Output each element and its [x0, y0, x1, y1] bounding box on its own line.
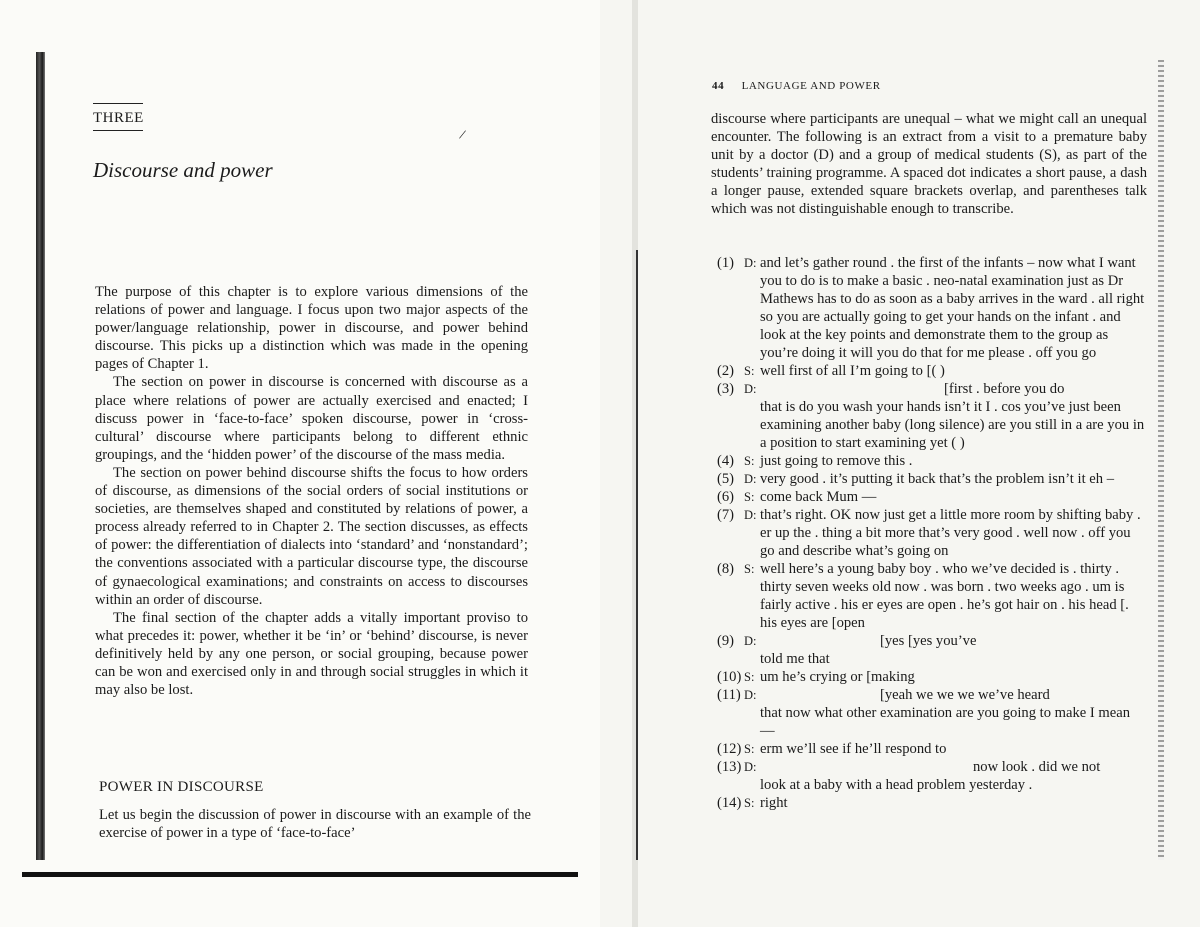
turn-number: (9): [717, 633, 735, 649]
turn-number: (14): [717, 795, 742, 811]
turn-number: (4): [717, 453, 735, 469]
speaker: S:: [744, 742, 755, 756]
transcript-line: [717, 560, 1147, 632]
utterance: right: [760, 795, 788, 811]
utterance: just going to remove this .: [760, 453, 913, 469]
paragraph: The purpose of this chapter is to explore various dimensions of the relations of power and language. I focus upon two major aspects of the power/language relationship, power in discourse, and power behind discourse. This picks up a distinction which was made in the opening pages of Chapter 1.: [95, 284, 528, 373]
speaker: S:: [744, 796, 755, 810]
turn-number: [717, 776, 744, 794]
transcript-line: [717, 362, 1147, 380]
page-number: 44: [712, 80, 725, 92]
transcript-line: [717, 398, 1147, 452]
speaker: [744, 398, 760, 452]
turn-number: (8): [717, 561, 735, 577]
speaker: S:: [744, 562, 755, 576]
utterance: [first . before you do: [944, 381, 1065, 397]
transcript-line: [717, 254, 1147, 362]
turn-number: (3): [717, 381, 735, 397]
paragraph: The section on power behind discourse shifts the focus to how orders of discourse, as dimensions of the social orders of social institutions or societies, are themselves shaped and constituted by relations of power, a process already referred to in Chapter 2. The section discusses, as effects of power: the differentiation of dialects into ‘standard’ and ‘nonstandard’; the conventions associated with a particular discourse type, the discourse of gynaecological examinations; and constraints on access to discourses within an order of discourse.: [95, 464, 528, 608]
paragraph: The section on power in discourse is concerned with discourse as a place where relations of power are actually exercised and enacted; I discuss power in ‘face-to-face’ spoken discourse, power in ‘cross-cultural’ discourse where participants belong to different ethnic groupings, and the ‘hidden power’ of the discourse of the mass media.: [95, 374, 528, 463]
turn-number: (10): [717, 669, 742, 685]
turn-number: (6): [717, 489, 735, 505]
turn-number: (2): [717, 363, 735, 379]
running-head: [712, 80, 881, 92]
speaker: D:: [744, 472, 757, 486]
utterance: um he’s crying or [making: [760, 669, 915, 685]
transcript-line: [717, 668, 1147, 686]
speaker: D:: [744, 634, 757, 648]
utterance: erm we’ll see if he’ll respond to: [760, 741, 947, 757]
utterance: and let’s gather round . the first of the infants – now what I want you to do is to make a basic . neo-natal examination just as Dr Mathews has to do as soon as a baby arrives in the ward . all right so you are actually going to get your hands on the infant . and look at the key points and demonstrate them to the group as you’re doing it will you do that for me please . off you go: [760, 255, 1145, 361]
transcript-line: [717, 758, 1147, 776]
pen-mark: /: [457, 127, 467, 144]
speaker: D:: [744, 382, 757, 396]
utterance: that is do you wash your hands isn’t it I . cos you’ve just been examining another baby (long silence) are you still in a are you in a position to start examining yet ( ): [760, 399, 1145, 451]
chapter-title: Discourse and power: [93, 158, 273, 182]
speaker: S:: [744, 490, 755, 504]
transcript-line: [717, 506, 1147, 560]
chapter-number: THREE: [93, 110, 144, 126]
speaker: [744, 776, 760, 794]
transcript-line: [717, 380, 1147, 398]
transcript-line: [717, 776, 1147, 794]
utterance: that’s right. OK now just get a little more room by shifting baby . er up the . thing a bit more that’s very good . well now . off you go and describe what’s going on: [760, 507, 1141, 559]
book-spine-shadow: [36, 52, 45, 860]
speaker: D:: [744, 508, 757, 522]
utterance: now look . did we not: [973, 759, 1101, 775]
utterance: [yes [yes you’ve: [880, 633, 977, 649]
speaker: S:: [744, 454, 755, 468]
turn-number: (7): [717, 507, 735, 523]
transcript-line: [717, 632, 1147, 650]
utterance: well here’s a young baby boy . who we’ve decided is . thirty . thirty seven weeks old now . was born . two weeks ago . um is fairly active . his er eyes are open . he’s got hair on . his head [. his eyes are [open: [760, 561, 1129, 631]
bottom-rule: [22, 872, 578, 877]
right-page-edge: [1158, 60, 1164, 860]
turn-number: (1): [717, 255, 735, 271]
chapter-rule-bottom: [93, 130, 143, 131]
section-text: Let us begin the discussion of power in discourse with an example of the exercise of power in a type of ‘face-to-face’: [99, 807, 531, 842]
utterance: well first of all I’m going to [( ): [760, 363, 945, 379]
transcript-line: [717, 794, 1147, 812]
paragraph: The final section of the chapter adds a vitally important proviso to what precedes it: power, whether it be ‘in’ or ‘behind’ discourse, is never definitively held by any one person, or social grouping, because power can be won and exercised only in and through social struggles in which it may also be lost.: [95, 609, 528, 699]
transcript-line: [717, 488, 1147, 506]
section-heading: POWER IN DISCOURSE: [99, 779, 264, 795]
gutter-shadow: [636, 250, 638, 860]
transcript-line: [717, 452, 1147, 470]
transcript-intro: discourse where participants are unequal – what we might call an unequal encounter. The following is an extract from a visit to a premature baby unit by a doctor (D) and a group of medical students (S), as part of the students’ training programme. A spaced dot indicates a short pause, a dash a longer pause, extended square brackets overlap, and parentheses talk which was not distinguishable enough to transcribe.: [711, 111, 1147, 218]
transcript-line: [717, 740, 1147, 758]
speaker: D:: [744, 760, 757, 774]
utterance: [yeah we we we we’ve heard: [880, 687, 1050, 703]
utterance: told me that: [760, 651, 830, 667]
speaker: D:: [744, 688, 757, 702]
speaker: S:: [744, 364, 755, 378]
turn-number: [717, 398, 744, 452]
turn-number: (5): [717, 471, 735, 487]
chapter-rule-top: [93, 103, 143, 104]
utterance: look at a baby with a head problem yesterday .: [760, 777, 1033, 793]
running-title: LANGUAGE AND POWER: [741, 80, 881, 92]
turn-number: (12): [717, 741, 742, 757]
turn-number: [717, 650, 744, 668]
speaker: [744, 650, 760, 668]
transcript-line: [717, 470, 1147, 488]
chapter-intro-text: [95, 283, 528, 699]
turn-number: (11): [717, 687, 741, 703]
utterance: that now what other examination are you going to make I mean —: [760, 705, 1131, 739]
transcript-line: [717, 650, 1147, 668]
speaker: D:: [744, 256, 757, 270]
utterance: come back Mum —: [760, 489, 877, 505]
speaker: [744, 704, 760, 740]
utterance: very good . it’s putting it back that’s the problem isn’t it eh –: [760, 471, 1114, 487]
transcript-line: [717, 686, 1147, 704]
speaker: S:: [744, 670, 755, 684]
turn-number: (13): [717, 759, 742, 775]
turn-number: [717, 704, 744, 740]
transcript-line: [717, 704, 1147, 740]
transcript: [717, 254, 1147, 812]
